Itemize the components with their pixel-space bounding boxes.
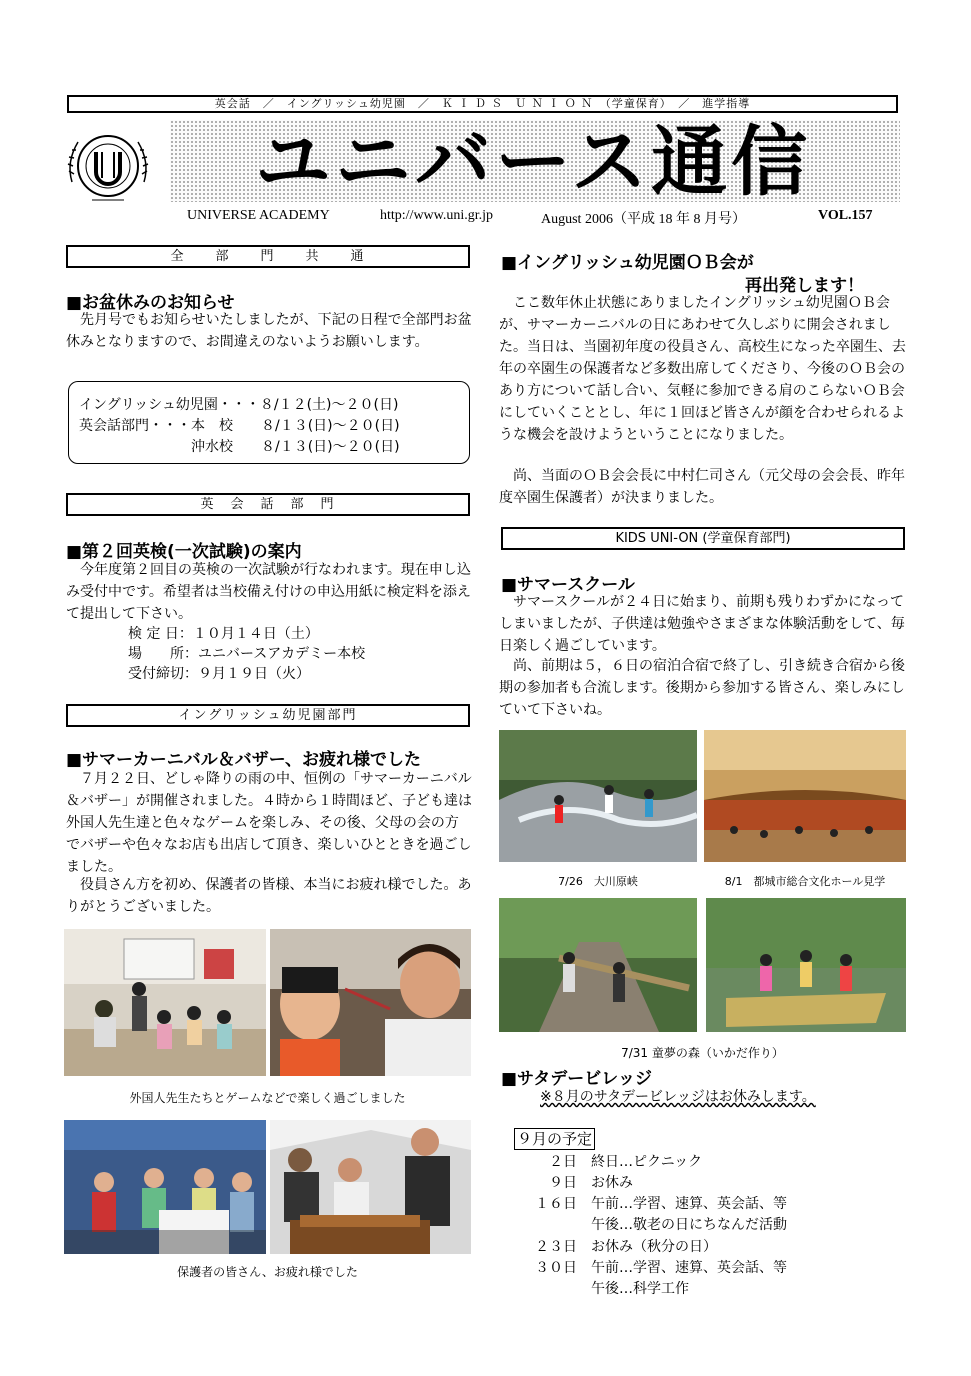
eiken-place: 場 所：ユニバースアカデミー本校 (128, 646, 366, 662)
academy-name: UNIVERSE ACADEMY (187, 208, 330, 223)
september-schedule-title: ９月の予定 (514, 1128, 595, 1150)
summer-school-camp: 尚、前期は５，６日の宿泊合宿で終了し、引き続き合宿から後期の参加者も合流します。後期から参加する皆さん、楽しみにしていて下さいね。 (499, 658, 905, 718)
caption-okawara: 7/26 大川原峡 (558, 875, 638, 888)
caption-domu-forest: 7/31 童夢の森（いかだ作り） (621, 1046, 784, 1060)
issue-date: August 2006（平成 18 年 8 月号） (541, 212, 746, 227)
division-bar: 英会話 ／ イングリッシュ幼児園 ／ Ｋ Ｉ Ｄ Ｓ Ｕ Ｎ Ｉ Ｏ Ｎ （学童保育） ／ 進学指導 (67, 95, 898, 113)
caption-culture-hall: 8/1 都城市総合文化ホール見学 (724, 875, 886, 888)
obon-body: 先月号でもお知らせいたしましたが、下記の日程で全部門お盆休みとなりますので、お間違えのないようお願いします。 (66, 312, 472, 350)
photo-bazaar-cooking (270, 1120, 471, 1254)
carnival-body: ７月２２日、どしゃ降りの雨の中、恒例の「サマーカーニバル＆バザー」が開催されました。４時から１時間ほど、子ども達は外国人先生達と色々なゲームを楽しみ、その後、父母の会の方でバザーや色々なお店も出店して頂き、楽しいひとときを過ごしました。 (66, 771, 472, 875)
caption-games: 外国人先生たちとゲームなどで楽しく過ごしました (129, 1091, 406, 1105)
summer-school-body: サマースクールが２４日に始まり、前期も残りわずかになってしまいましたが、子供達は勉強やさまざまな体験活動をして、毎日楽しく過ごしています。 (499, 594, 905, 654)
photo-bazaar-stall (64, 1120, 266, 1254)
september-row: ２日 終日…ピクニック (549, 1154, 703, 1170)
photo-raft-building (706, 898, 906, 1032)
schedule-line: 英会話部門・・・本 校 ８/１３(日)～２０(日) (79, 418, 400, 434)
volume-number: VOL.157 (818, 208, 873, 223)
schedule-line: 沖水校 ８/１３(日)～２０(日) (79, 439, 400, 455)
eiken-date: 検 定 日：１０月１４日（土） (128, 626, 319, 642)
photo-okawara-gorge (499, 730, 697, 862)
summer-school-heading: ■サマースクール (501, 575, 635, 595)
academy-logo (62, 122, 154, 210)
eiken-body: 今年度第２回目の英検の一次試験が行なわれます。現在申し込み受付中です。希望者は当校備え付けの申込用紙に検定料を添えて提出して下さい。 (66, 562, 471, 622)
photo-face-painting (270, 929, 471, 1076)
section-kids-union: KIDS UNI-ON (学童保育部門) (501, 527, 905, 550)
section-eikaiwa: 英 会 話 部 門 (66, 493, 470, 516)
saturday-village-heading: ■サタデービレッジ (501, 1069, 653, 1089)
obon-heading: ■お盆休みのお知らせ (66, 293, 235, 313)
september-row: 午後…科学工作 (591, 1281, 689, 1297)
photo-games-classroom (64, 929, 266, 1076)
september-row: ３０日 午前…学習、速算、英会話、等 (535, 1260, 787, 1276)
ob-heading: ■イングリッシュ幼児園ＯＢ会が (501, 253, 754, 273)
september-row: ２３日 お休み（秋分の日） (535, 1239, 717, 1255)
carnival-thanks: 役員さん方を初め、保護者の皆様、本当にお疲れ様でした。ありがとうございました。 (66, 877, 472, 915)
schedule-line: イングリッシュ幼児園・・・８/１２(土)～２０(日) (79, 397, 399, 413)
september-row: １６日 午前…学習、速算、英会話、等 (535, 1196, 787, 1212)
newsletter-title: ユニバース通信 (255, 117, 812, 206)
ob-heading-2: 再出発します！ (745, 276, 864, 296)
photo-forest-bamboo (499, 898, 697, 1032)
saturday-village-note: ※８月のサタデービレッジはお休みします。 (540, 1089, 816, 1105)
photo-culture-hall (704, 730, 906, 862)
obon-schedule-box (68, 381, 470, 464)
ob-body: ここ数年休止状態にありましたイングリッシュ幼児園ＯＢ会が、サマーカーニバルの日にあわせて久しぶりに開会されました。当日は、当園初年度の役員さん、高校生になった卒園生、去年の卒園生の保護者など多数出席してくださり、今後のＯＢ会のあり方について話し合い、気軽に参加できる肩のこらないＯＢ会にしていくこととし、年に１回ほど皆さんが顔を合わせられるような機会を設けようということになりました。 (499, 295, 906, 443)
eiken-heading: ■第２回英検(一次試験)の案内 (66, 542, 302, 562)
caption-parents: 保護者の皆さん、お疲れ様でした (177, 1265, 358, 1279)
september-row: 午後…敬老の日にちなんだ活動 (591, 1217, 787, 1233)
section-all-departments: 全 部 門 共 通 (66, 245, 470, 268)
website-url[interactable]: http://www.uni.gr.jp (380, 208, 494, 223)
section-kindergarten: イングリッシュ幼児園部門 (66, 704, 470, 727)
ob-president: 尚、当面のＯＢ会会長に中村仁司さん（元父母の会会長、昨年度卒園生保護者）が決まりました。 (499, 468, 905, 506)
carnival-heading: ■サマーカーニバル＆バザー、お疲れ様でした (66, 750, 422, 770)
eiken-deadline: 受付締切：９月１９日（火） (128, 666, 310, 682)
september-row: ９日 お休み (549, 1175, 633, 1191)
